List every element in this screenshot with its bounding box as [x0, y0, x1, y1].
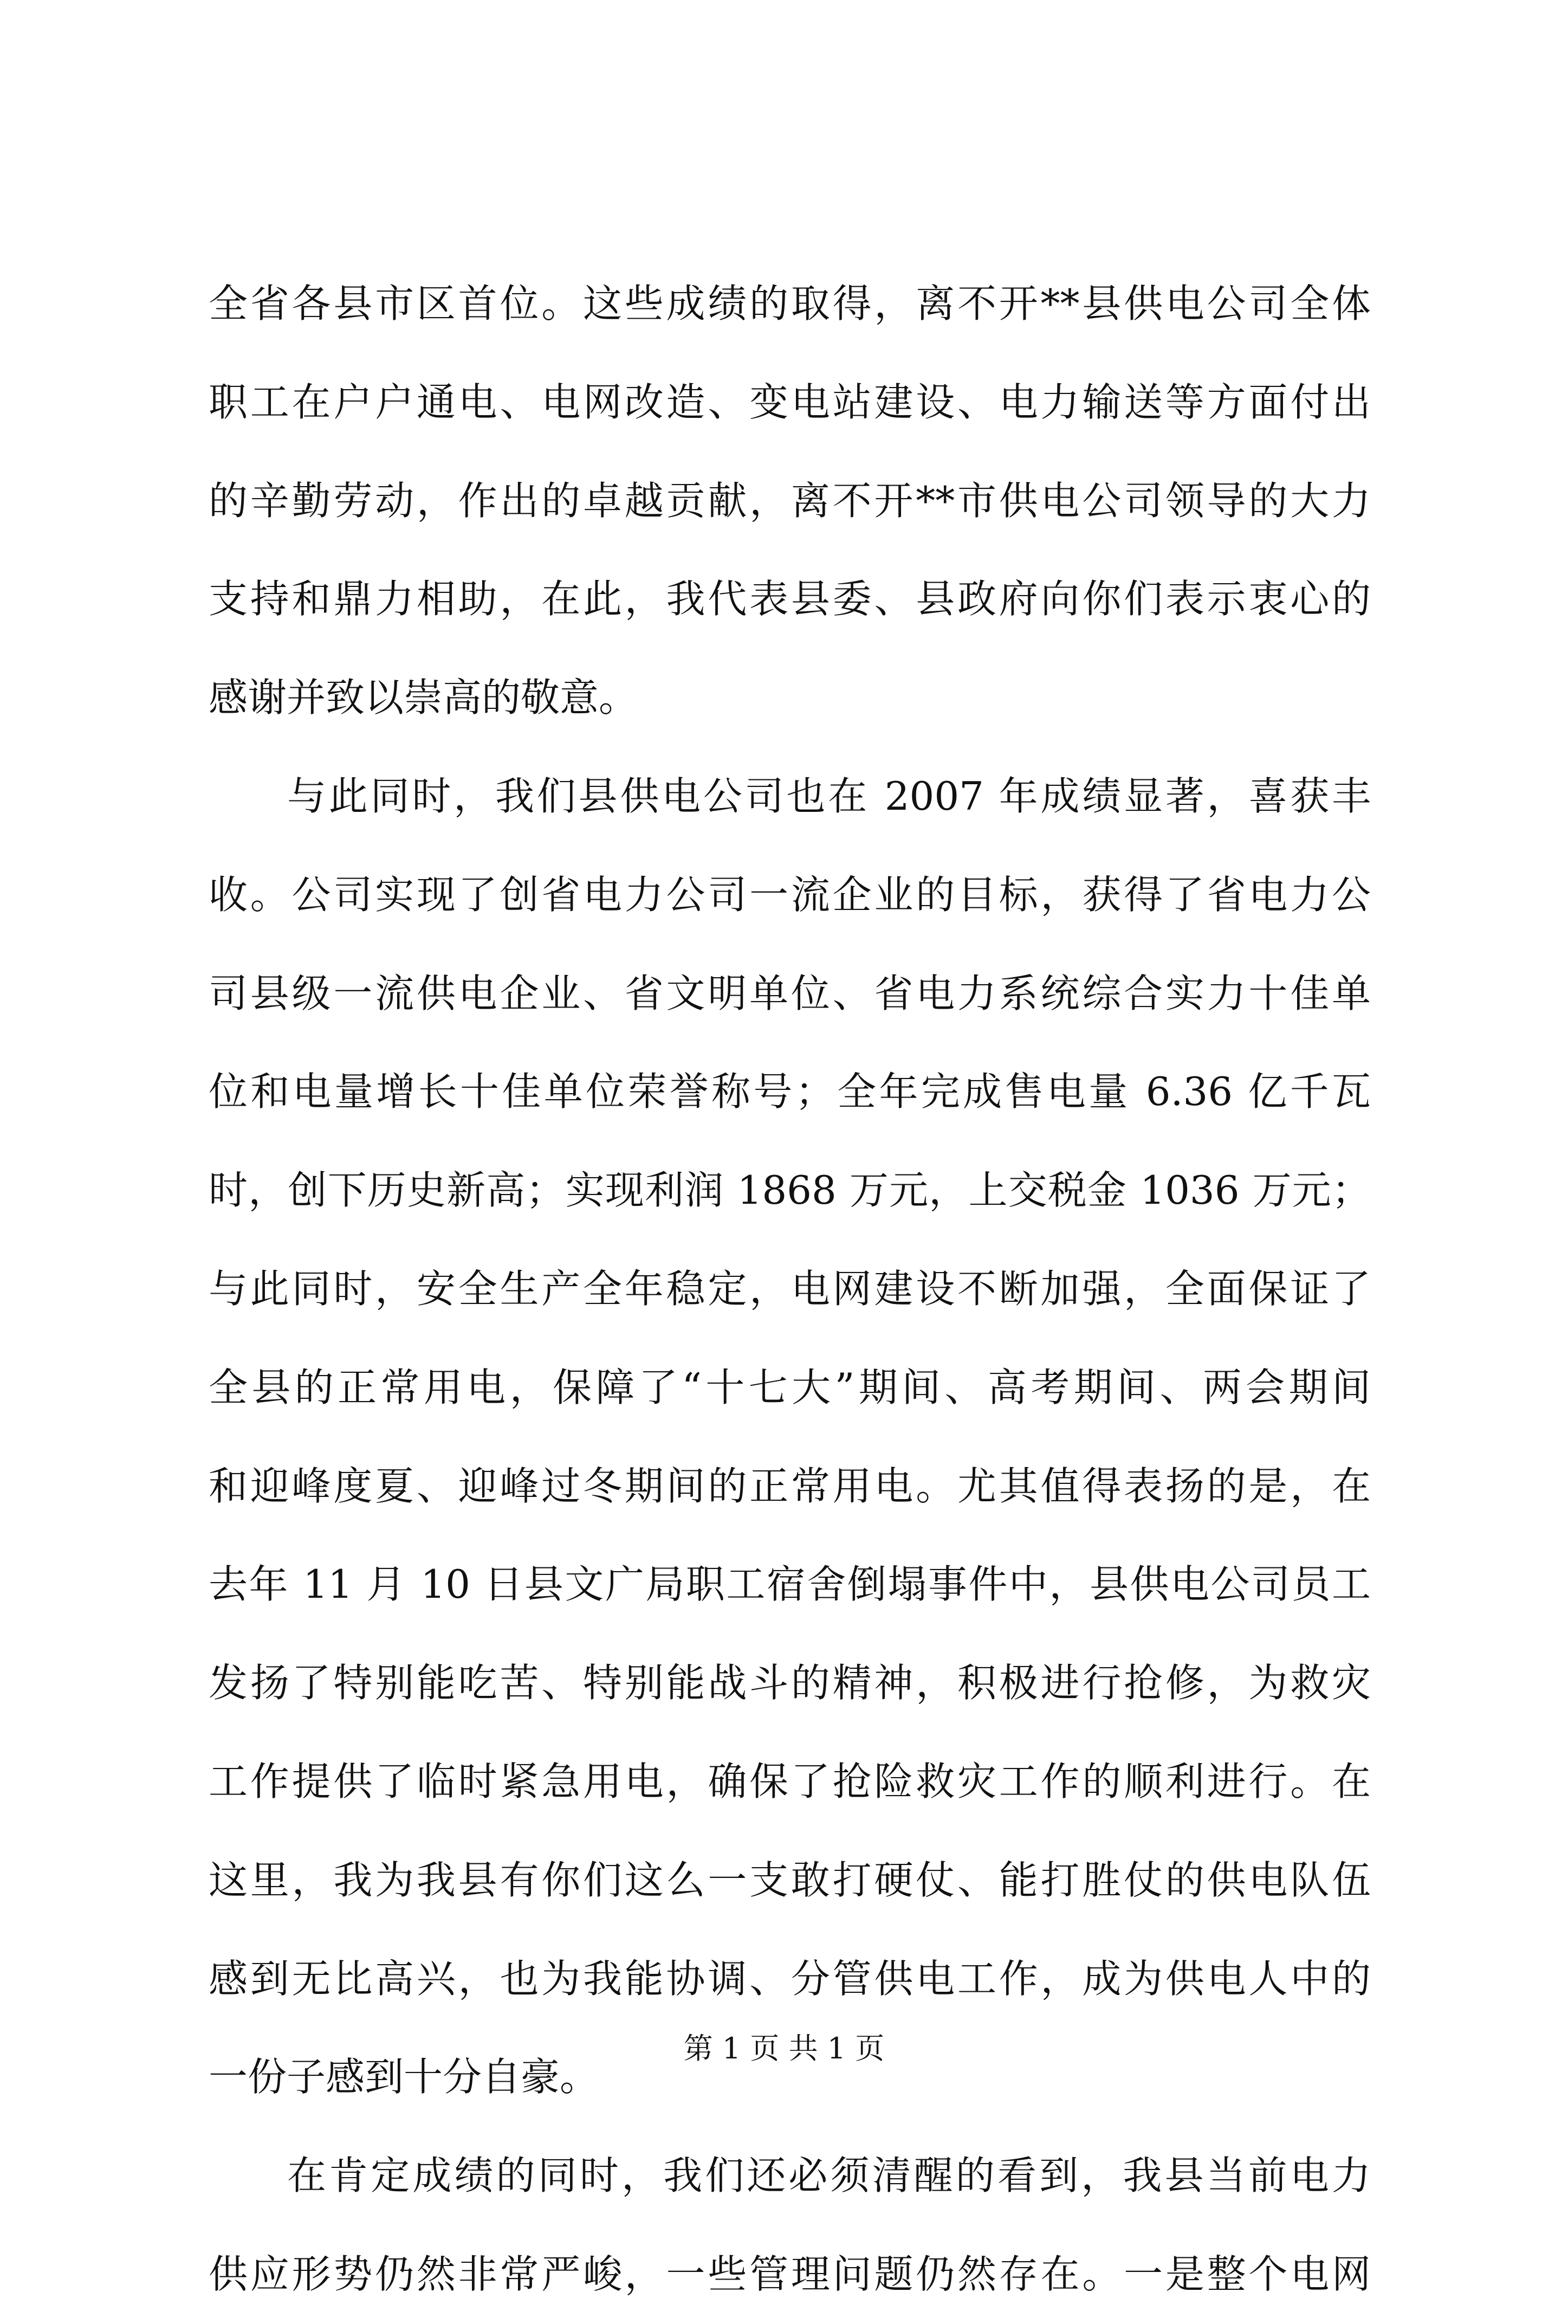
text-line: 全县的正常用电，保障了“十七大”期间、高考期间、两会期间	[209, 1364, 1371, 1410]
text-line: 全省各县市区首位。这些成绩的取得，离不开**县供电公司全体	[209, 281, 1371, 326]
text-line-paragraph-end: 一份子感到十分自豪。	[209, 2054, 599, 2100]
text-line: 职工在户户通电、电网改造、变电站建设、电力输送等方面付出	[209, 379, 1371, 425]
text-line-paragraph-end: 感谢并致以崇高的敬意。	[209, 675, 638, 721]
text-line: 发扬了特别能吃苦、特别能战斗的精神，积极进行抢修，为救灾	[209, 1660, 1371, 1706]
text-line: 这里，我为我县有你们这么一支敢打硬仗、能打胜仗的供电队伍	[209, 1857, 1371, 1903]
text-line: 支持和鼎力相助，在此，我代表县委、县政府向你们表示衷心的	[209, 576, 1371, 622]
body-text	[209, 255, 1371, 2324]
text-line: 的辛勤劳动，作出的卓越贡献，离不开**市供电公司领导的大力	[209, 477, 1371, 524]
text-line: 收。公司实现了创省电力公司一流企业的目标，获得了省电力公	[209, 872, 1371, 918]
text-line: 感到无比高兴，也为我能协调、分管供电工作，成为供电人中的	[209, 1955, 1371, 2002]
text-line: 工作提供了临时紧急用电，确保了抢险救灾工作的顺利进行。在	[209, 1758, 1371, 1804]
text-line: 供应形势仍然非常严峻，一些管理问题仍然存在。一是整个电网	[209, 2251, 1371, 2297]
text-line: 位和电量增长十佳单位荣誉称号；全年完成售电量 6.36 亿千瓦	[209, 1069, 1371, 1115]
text-line: 时，创下历史新高；实现利润 1868 万元，上交税金 1036 万元；	[209, 1167, 1371, 1213]
text-line-paragraph-start: 与此同时，我们县供电公司也在 2007 年成绩显著，喜获丰	[287, 773, 1371, 819]
text-line: 司县级一流供电企业、省文明单位、省电力系统综合实力十佳单	[209, 970, 1371, 1016]
text-line-paragraph-start: 在肯定成绩的同时，我们还必须清醒的看到，我县当前电力	[287, 2153, 1371, 2199]
page-number-footer: 第 1 页 共 1 页	[683, 2031, 885, 2065]
text-line: 去年 11 月 10 日县文广局职工宿舍倒塌事件中，县供电公司员工	[209, 1561, 1371, 1608]
text-line: 和迎峰度夏、迎峰过冬期间的正常用电。尤其值得表扬的是，在	[209, 1463, 1371, 1509]
text-line: 与此同时，安全生产全年稳定，电网建设不断加强，全面保证了	[209, 1266, 1371, 1312]
